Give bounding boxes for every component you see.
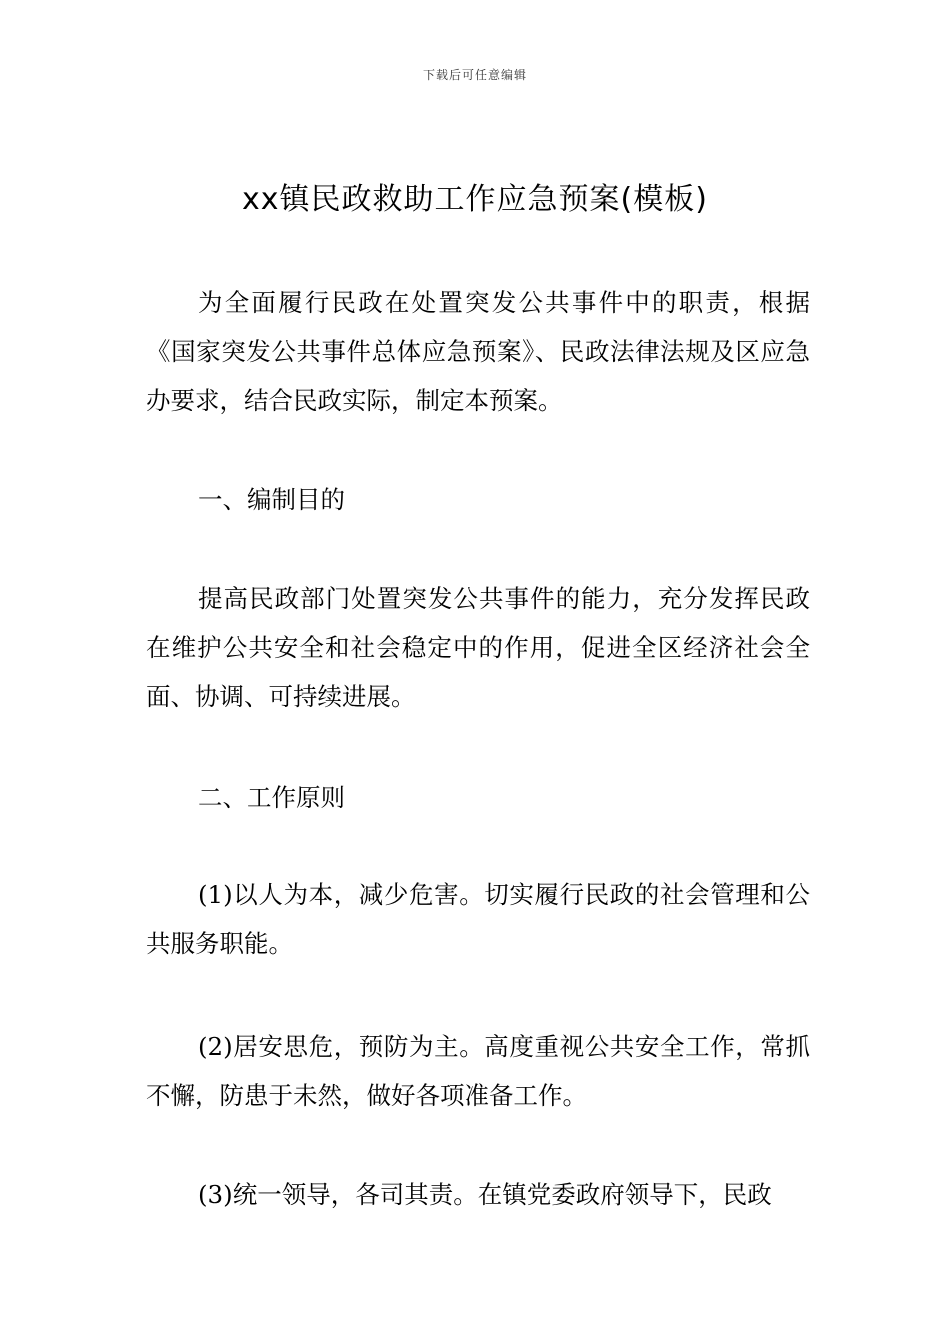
paragraph-principle-1: (1)以人为本，减少危害。切实履行民政的社会管理和公共服务职能。 (146, 880, 810, 958)
document-title: xx镇民政救助工作应急预案(模板) (242, 182, 708, 217)
paragraph-purpose: 提高民政部门处置突发公共事件的能力，充分发挥民政在维护公共安全和社会稳定中的作用，促进全区经济社会全面、协调、可持续进展。 (146, 584, 810, 711)
section-heading-principles: 二、工作原则 (198, 783, 345, 812)
header-note: 下载后可任意编辑 (422, 68, 527, 82)
paragraph-principle-2: (2)居安思危，预防为主。高度重视公共安全工作，常抓不懈，防患于未然，做好各项准备工作。 (146, 1032, 810, 1110)
paragraph-principle-3: (3)统一领导，各司其责。在镇党委政府领导下，民政 (198, 1180, 772, 1209)
paragraph-intro: 为全面履行民政在处置突发公共事件中的职责，根据《国家突发公共事件总体应急预案》、民政法律法规及区应急办要求，结合民政实际，制定本预案。 (146, 288, 810, 415)
section-heading-purpose: 一、编制目的 (198, 485, 345, 514)
